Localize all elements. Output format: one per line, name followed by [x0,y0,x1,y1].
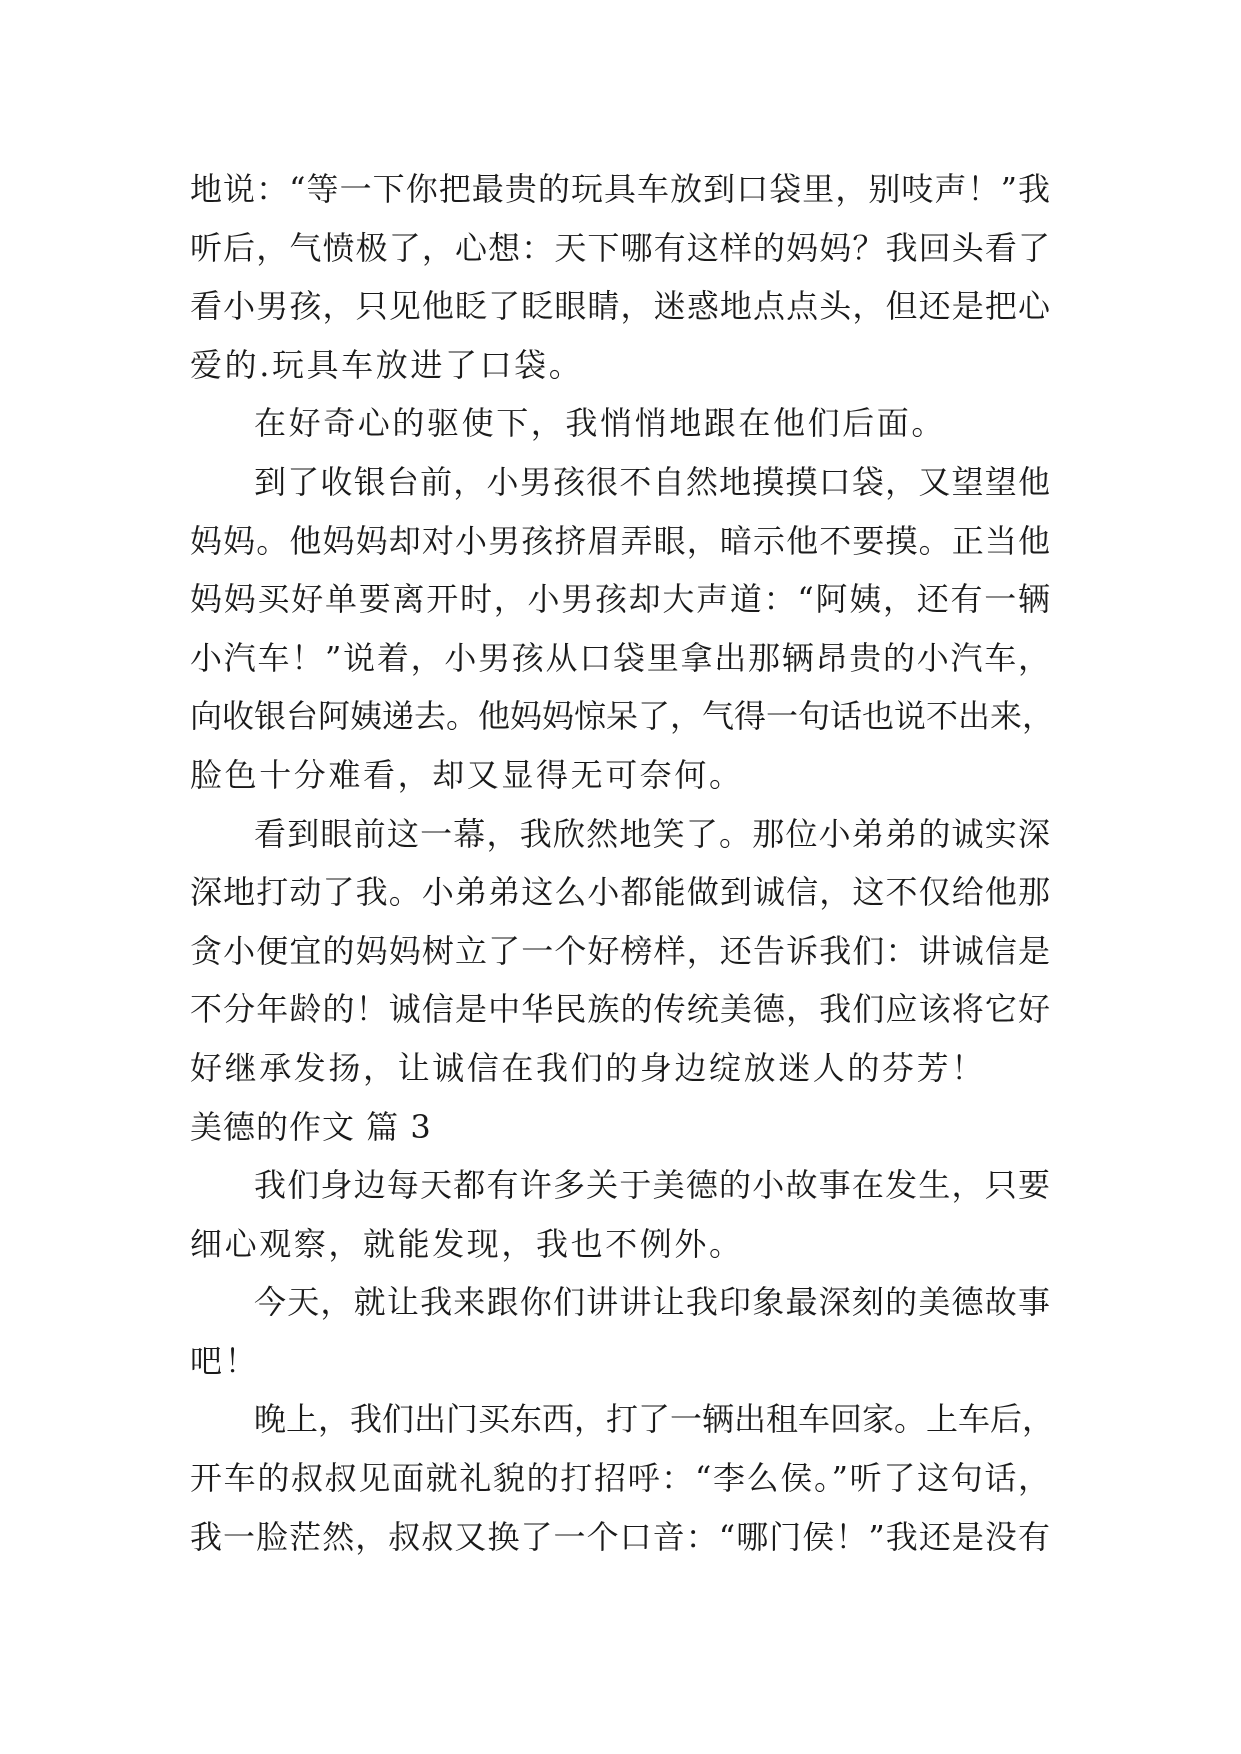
text-line: 地说：“等一下你把最贵的玩具车放到口袋里，别吱声！”我 [190,170,1050,208]
paragraph-first-line: 到了收银台前，小男孩很不自然地摸摸口袋，又望望他 [254,462,1050,501]
text-line: 听后，气愤极了，心想：天下哪有这样的妈妈？我回头看了 [190,228,1050,267]
text-line: 妈妈买好单要离开时，小男孩却大声道：“阿姨，还有一辆 [190,580,1050,619]
text-line: 向收银台阿姨递去。他妈妈惊呆了，气得一句话也说不出来， [190,697,1055,736]
paragraph-first-line: 今天，就让我来跟你们讲讲让我印象最深刻的美德故事 [254,1283,1050,1322]
paragraph-first-line: 看到眼前这一幕，我欣然地笑了。那位小弟弟的诚实深 [254,814,1050,853]
text-line: 开车的叔叔见面就礼貌的打招呼：“李么侯。”听了这句话， [190,1459,1050,1498]
text-line: 脸色十分难看，却又显得无可奈何。 [190,755,744,794]
text-line: 爱的.玩具车放进了口袋。 [190,345,584,384]
text-line: 小汽车！”说着，小男孩从口袋里拿出那辆昂贵的小汽车， [190,638,1050,677]
text-line: 贪小便宜的妈妈树立了一个好榜样，还告诉我们：讲诚信是 [190,931,1050,970]
paragraph-first-line: 我们身边每天都有许多关于美德的小故事在发生，只要 [254,1166,1050,1205]
paragraph-first-line: 在好奇心的驱使下，我悄悄地跟在他们后面。 [254,404,947,443]
text-line: 深地打动了我。小弟弟这么小都能做到诚信，这不仅给他那 [190,873,1050,912]
text-line: 细心观察，就能发现，我也不例外。 [190,1224,744,1263]
text-line: 吧！ [190,1341,260,1380]
paragraph-first-line: 晚上，我们出门买东西，打了一辆出租车回家。上车后， [254,1400,1055,1439]
text-line: 我一脸茫然，叔叔又换了一个口音：“哪门侯！”我还是没有 [190,1517,1050,1556]
text-line: 不分年龄的！诚信是中华民族的传统美德，我们应该将它好 [190,990,1050,1029]
text-line: 看小男孩，只见他眨了眨眼睛，迷惑地点点头，但还是把心 [190,287,1050,326]
section-heading: 美德的作文 篇 3 [190,1107,432,1146]
text-line: 妈妈。他妈妈却对小男孩挤眉弄眼，暗示他不要摸。正当他 [190,521,1050,560]
text-line: 好继承发扬，让诚信在我们的身边绽放迷人的芬芳！ [190,1048,986,1087]
document-body [190,160,1055,1566]
